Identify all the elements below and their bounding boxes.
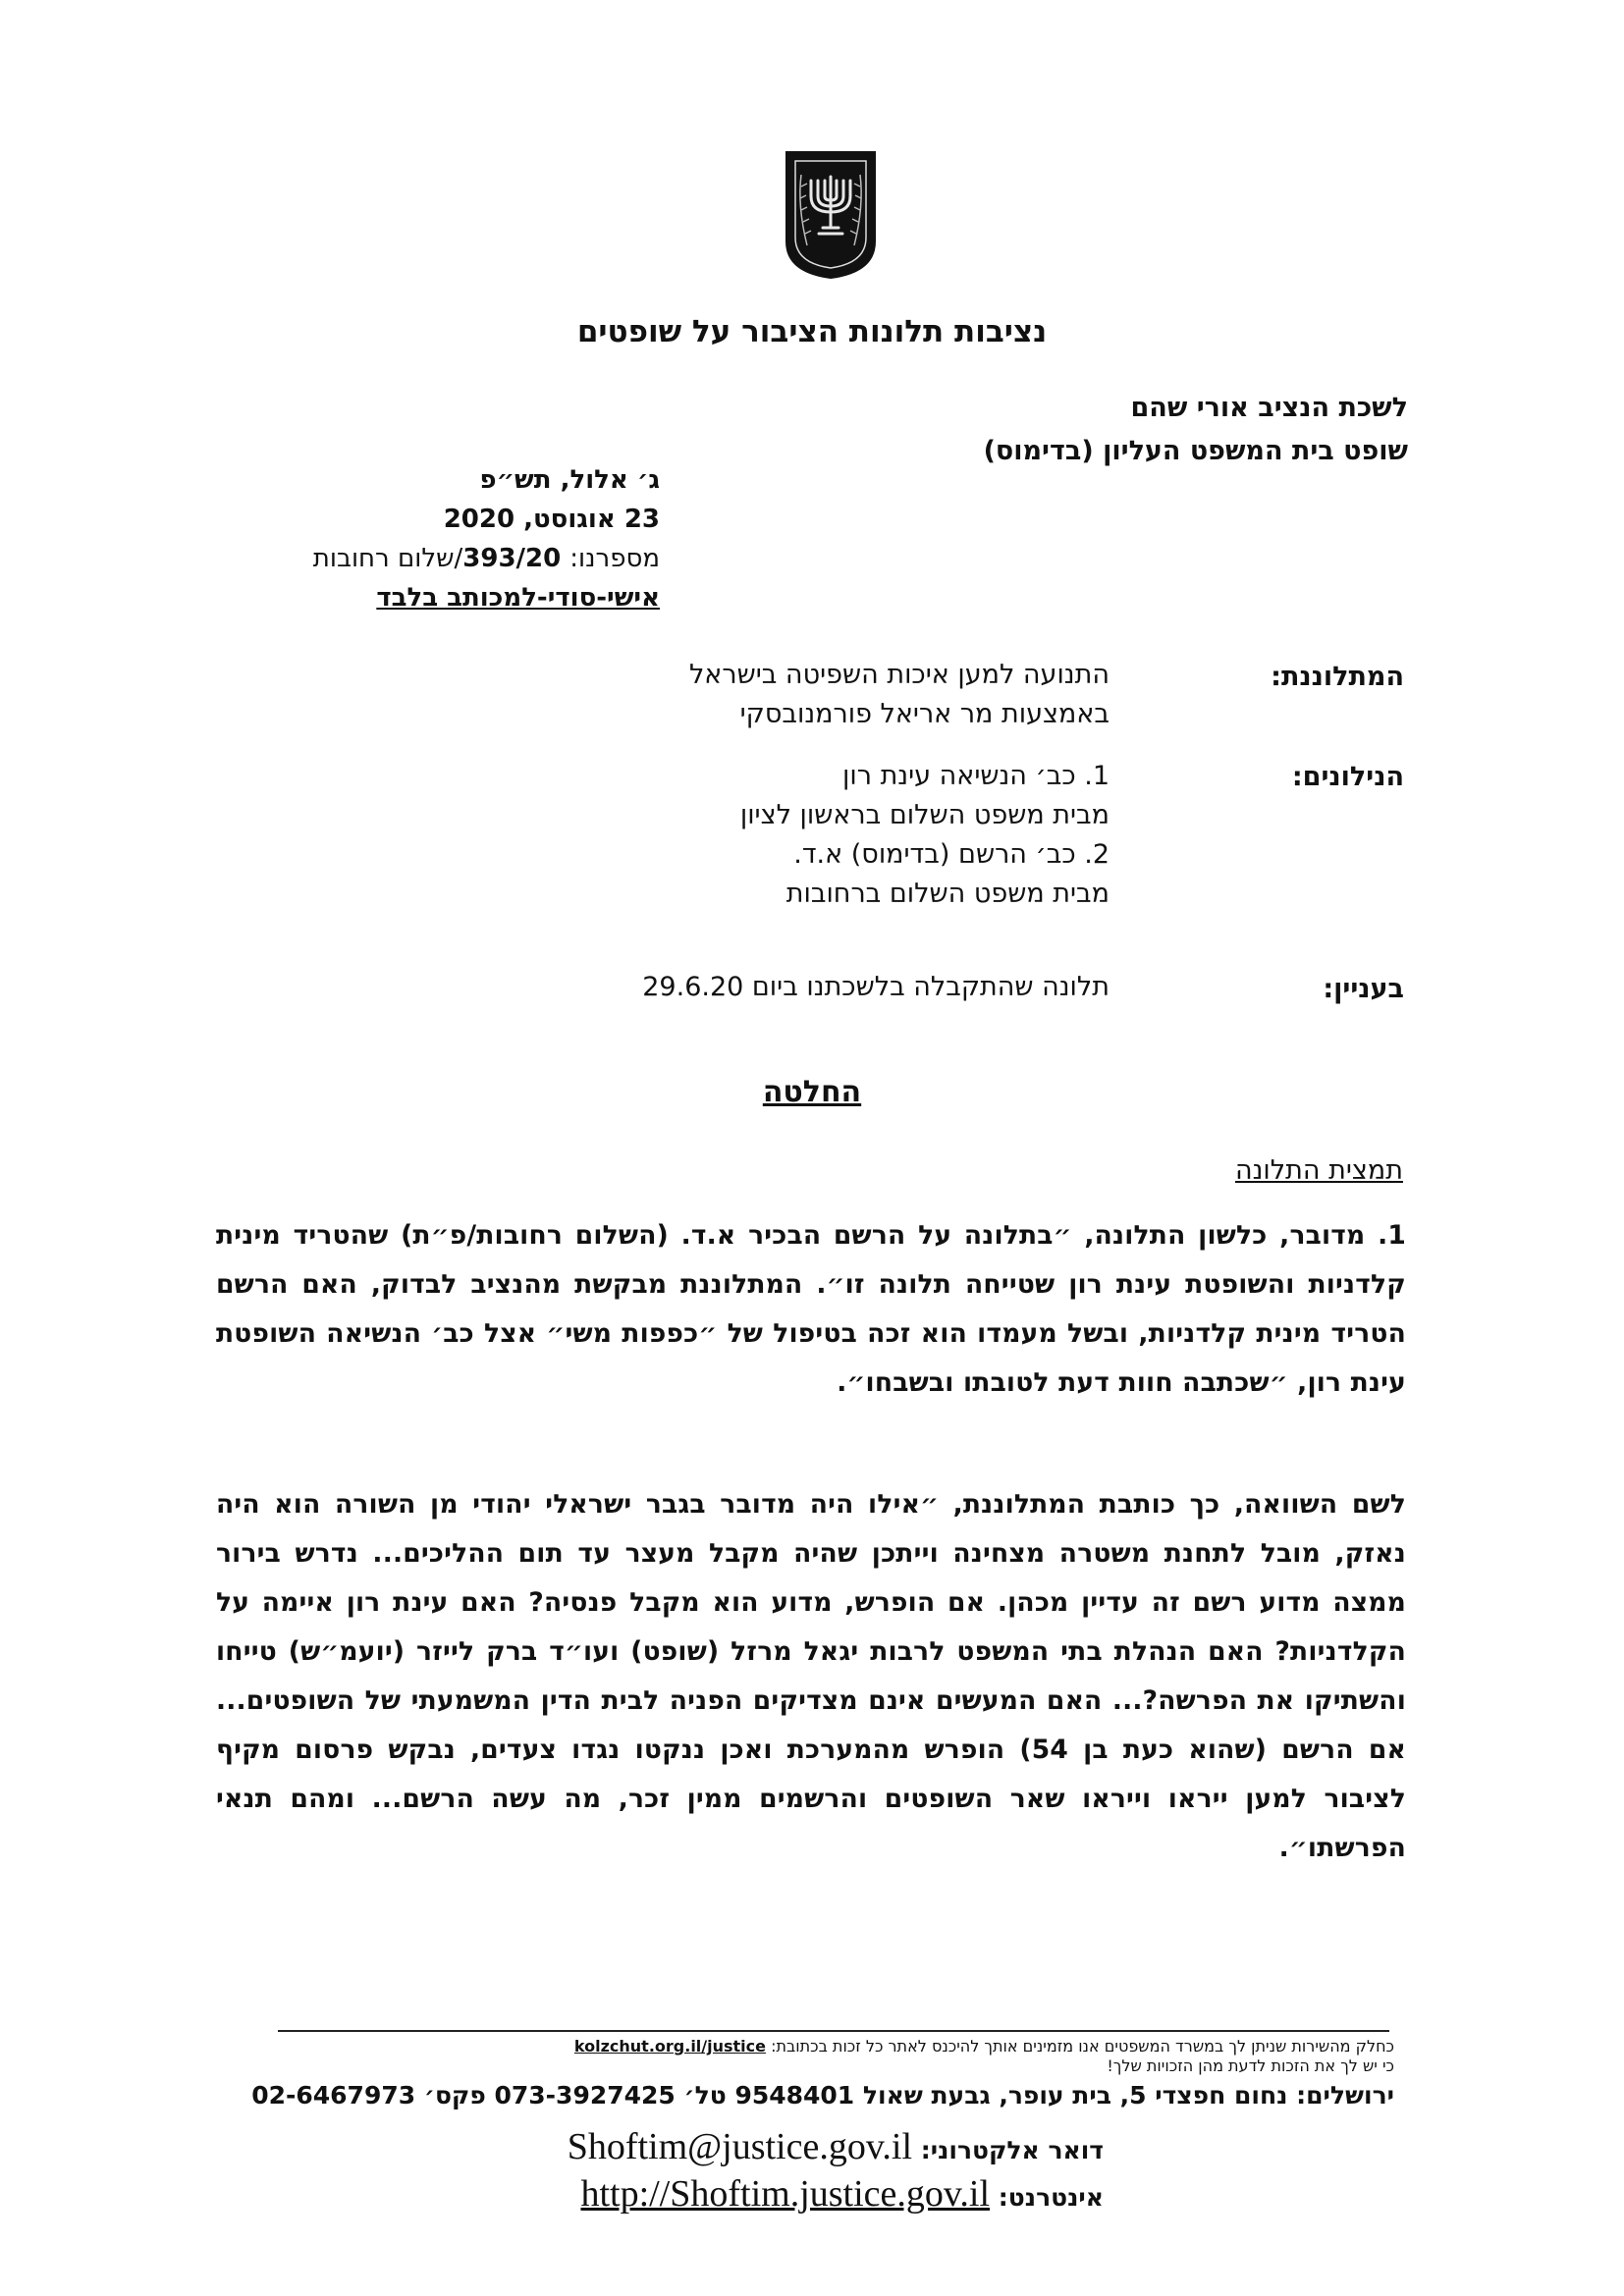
respondents-block <box>740 757 1110 914</box>
respondents-line-1: 1. כב׳ הנשיאה עינת רון <box>842 761 1110 791</box>
footer-web-row <box>580 2172 1104 2216</box>
letter-meta <box>313 460 660 617</box>
addressee-block <box>984 387 1408 473</box>
complainant-block <box>689 656 1110 734</box>
footer-email-row <box>568 2125 1104 2168</box>
respondents-label: הנילונים: <box>1291 762 1404 792</box>
respondents-line-4: מבית משפט השלום ברחובות <box>785 879 1110 909</box>
reference-label: מספרנו: <box>569 544 660 573</box>
footer-note-text: כחלק מהשירות שניתן לך במשרד המשפטים אנו מזמינים אותך להיכנס לאתר כל זכות בכתובת: <box>771 2037 1394 2056</box>
web-label: אינטרנט: <box>998 2183 1104 2212</box>
menorah-emblem-icon <box>782 147 880 283</box>
email-label: דואר אלקטרוני: <box>920 2136 1104 2164</box>
confidential-notice: אישי-סודי-למכותב בלבד <box>376 583 660 613</box>
subject-value: תלונה שהתקבלה בלשכתנו ביום 29.6.20 <box>642 972 1110 1002</box>
footer-contact: ירושלים: נחום חפצדי 5, בית עופר, גבעת שאול 9548401 טל׳ 073-3927425 פקס׳ 02-6467973 <box>251 2081 1394 2109</box>
complainant-line-1: התנועה למען איכות השפיטה בישראל <box>688 660 1110 690</box>
addressee-line-1: לשכת הנציב אורי שהם <box>1130 393 1408 423</box>
kolzchut-link[interactable]: kolzchut.org.il/justice <box>573 2037 766 2056</box>
website-link[interactable]: http://Shoftim.justice.gov.il <box>580 2173 991 2215</box>
respondents-line-2: מבית משפט השלום בראשון לציון <box>739 800 1110 830</box>
office-title: נציבות תלונות הציבור על שופטים <box>576 314 1048 349</box>
reference-suffix: /שלום רחובות <box>312 544 463 573</box>
reference-number <box>313 539 660 578</box>
footer-note <box>574 2037 1394 2076</box>
footer-divider <box>278 2030 1389 2032</box>
reference-value: 393/20 <box>462 544 562 573</box>
addressee-line-2: שופט בית המשפט העליון (בדימוס) <box>983 436 1408 466</box>
paragraph-1: 1. מדובר, כלשון התלונה, ״בתלונה על הרשם הבכיר א.ד. (השלום רחובות/פ״ת) שהטריד מינית קלדניות והשופטת עינת רון שטייחה תלונה זו״. המתלוננת מבקשת מהנציב לבדוק, האם הרשם הטריד מינית קלדניות, ובשל מעמדו הוא זכה בטיפול של ״כפפות משי״ אצל כב׳ הנשיאה השופטת עינת רון, ״שכתבה חוות דעת לטובתו ובשבחו״. <box>216 1220 1406 1398</box>
footer-note-line-2: כי יש לך את הזכות לדעת מהן הזכויות שלך! <box>1107 2056 1394 2075</box>
gregorian-date: 23 אוגוסט, 2020 <box>443 505 660 534</box>
complainant-label: המתלוננת: <box>1271 662 1404 692</box>
paragraph-2: לשם השוואה, כך כותבת המתלוננת, ״אילו היה מדובר בגבר ישראלי יהודי מן השורה הוא היה נאזק, מובל לתחנת משטרה מצחינה וייתכן שהיה מקבל מעצר עד תום ההליכים... נדרש בירור ממצה מדוע רשם זה עדיין מכהן. אם הופרש, מדוע הוא מקבל פנסיה? האם עינת רון איימה על הקלדניות? האם הנהלת בתי המשפט לרבות יגאל מרזל (שופט) ועו״ד ברק לייזר (יועמ״ש) טייחו והשתיקו את הפרשה?... האם המעשים אינם מצדיקים הפניה לבית הדין המשמעתי של השופטים... אם הרשם (שהוא כעת בן 54) הופרש מהמערכת ואכן ננקטו נגדו צעדים, נבקש פרסום מקיף לציבור למען ייראו וייראו שאר השופטים והרשמים ממין זכר, מה עשה הרשם... ומהם תנאי הפרשתו״. <box>216 1489 1406 1863</box>
subject-label: בעניין: <box>1323 974 1404 1004</box>
respondents-line-3: 2. כב׳ הרשם (בדימוס) א.ד. <box>793 839 1110 870</box>
summary-heading: תמצית התלונה <box>1234 1155 1403 1186</box>
hebrew-date: ג׳ אלול, תש״פ <box>479 465 660 495</box>
decision-title: החלטה <box>762 1075 862 1109</box>
email-link[interactable]: Shoftim@justice.gov.il <box>567 2126 912 2167</box>
complainant-line-2: באמצעות מר אריאל פורמנובסקי <box>739 699 1110 729</box>
